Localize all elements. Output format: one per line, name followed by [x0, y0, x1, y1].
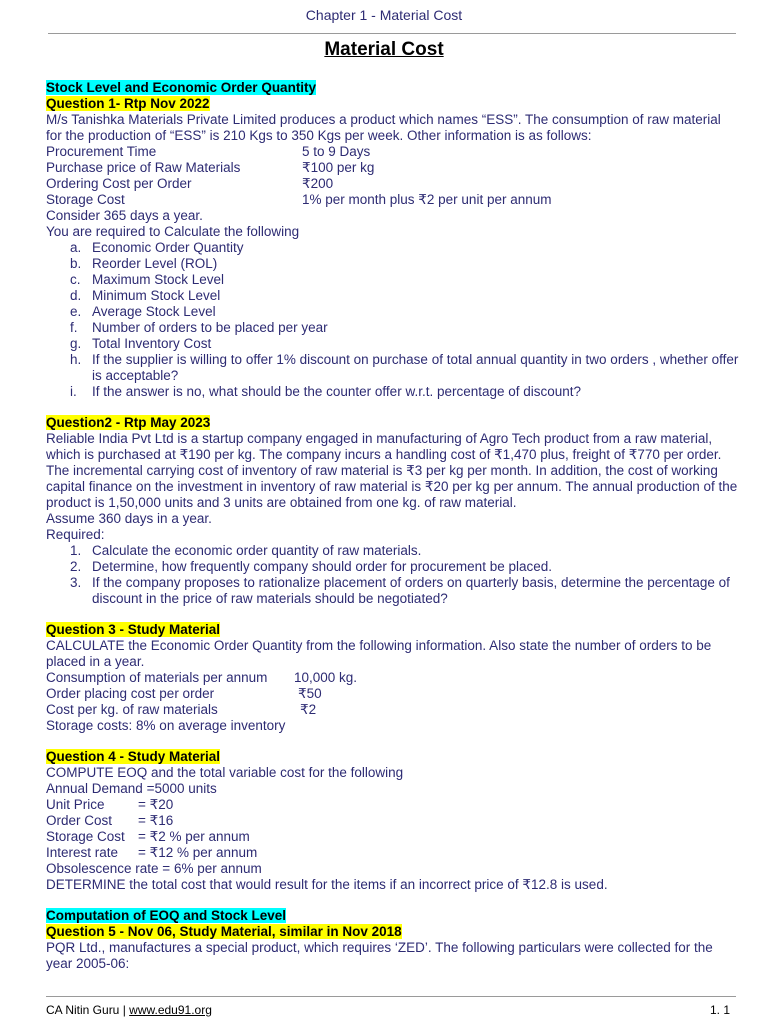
q1-info-key: Procurement Time [46, 144, 157, 159]
question-3-label: Question 3 - Study Material [46, 622, 221, 637]
list-item: f. Number of orders to be placed per year [70, 320, 328, 335]
q4-line-1: COMPUTE EOQ and the total variable cost for the following [46, 765, 404, 780]
list-item: i. If the answer is no, what should be the counter offer w.r.t. percentage of discount? [70, 384, 582, 399]
q3-info-value: ₹50 [298, 686, 322, 701]
chapter-header: Chapter 1 - Material Cost [305, 7, 463, 23]
question-1-label: Question 1- Rtp Nov 2022 [46, 96, 210, 111]
q4-info-key: Storage Cost [46, 829, 125, 844]
main-content [46, 80, 740, 972]
q3-info-key: Order placing cost per order [46, 686, 215, 701]
list-item: b. Reorder Level (ROL) [70, 256, 218, 271]
q1-info-value: 1% per month plus ₹2 per unit per annum [302, 192, 552, 207]
question-5-label: Question 5 - Nov 06, Study Material, similar in Nov 2018 [46, 924, 402, 939]
list-item: h. If the supplier is willing to offer 1% discount on purchase of total annual quantity in two orders , whether offer is acceptable? [70, 352, 739, 383]
q2-required-line: Required: [46, 527, 105, 542]
q1-info-key: Ordering Cost per Order [46, 176, 192, 191]
section-heading-eoq-computation: Computation of EOQ and Stock Level [46, 908, 287, 923]
question-4-label: Question 4 - Study Material [46, 749, 221, 764]
q4-info-row [46, 813, 740, 829]
q2-days-note: Assume 360 days in a year. [46, 511, 212, 526]
q4-info-value: = ₹12 % per annum [138, 845, 258, 860]
footer-author: CA Nitin Guru | www.edu91.org [46, 1003, 212, 1017]
question-1-intro: M/s Tanishka Materials Private Limited produces a product which names “ESS”. The consumption of raw material for the production of “ESS” is 210 Kgs to 350 Kgs per week. Other information is as follows: [46, 112, 721, 143]
q4-line-2: Annual Demand =5000 units [46, 781, 217, 796]
q4-info-row [46, 829, 740, 845]
q1-info-key: Storage Cost [46, 192, 125, 207]
q4-info-key: Order Cost [46, 813, 113, 828]
q3-info-value: ₹2 [300, 702, 317, 717]
list-item: c. Maximum Stock Level [70, 272, 225, 287]
question-2-paragraph: Reliable India Pvt Ltd is a startup company engaged in manufacturing of Agro Tech product from a raw material, which is purchased at ₹190 per kg. The company incurs a handling cost of ₹1,470 plus, freight of ₹770 per order. The incremental carrying cost of inventory of raw material is ₹3 per kg per month. In addition, the cost of working capital finance on the investment in inventory of raw material is ₹20 per kg per annum. The annual production of the product is 1,50,000 units and 3 units are obtained from one kg. of raw material. [46, 431, 738, 510]
list-item: 1. Calculate the economic order quantity of raw materials. [70, 543, 422, 558]
q4-info-row [46, 845, 740, 861]
q1-info-value: 5 to 9 Days [302, 144, 371, 159]
question-5-paragraph: PQR Ltd., manufactures a special product, which requires ‘ZED’. The following particulars were collected for the year 2005-06: [46, 940, 713, 971]
q3-info-row [46, 670, 740, 686]
q4-line-4: DETERMINE the total cost that would result for the items if an incorrect price of ₹12.8 is used. [46, 877, 608, 892]
q3-info-value: 10,000 kg. [294, 670, 358, 685]
q1-requirements-list [46, 240, 740, 400]
q4-info-key: Unit Price [46, 797, 105, 812]
header-divider [48, 33, 736, 34]
q1-days-note: Consider 365 days a year. [46, 208, 203, 223]
q4-info-key: Interest rate [46, 845, 119, 860]
list-item: a. Economic Order Quantity [70, 240, 244, 255]
list-item: 2. Determine, how frequently company should order for procurement be placed. [70, 559, 552, 574]
q3-info-row [46, 686, 740, 702]
q1-info-value: ₹100 per kg [302, 160, 375, 175]
page-title: Material Cost [324, 39, 444, 60]
q4-info-value: = ₹2 % per annum [138, 829, 250, 844]
question-3-paragraph: CALCULATE the Economic Order Quantity from the following information. Also state the number of orders to be placed in a year. [46, 638, 712, 669]
q1-required-line: You are required to Calculate the following [46, 224, 300, 239]
page-number: 1. 1 [709, 1003, 730, 1017]
q4-line-3: Obsolescence rate = 6% per annum [46, 861, 262, 876]
list-item: g. Total Inventory Cost [70, 336, 212, 351]
q1-info-value: ₹200 [302, 176, 334, 191]
list-item: d. Minimum Stock Level [70, 288, 221, 303]
q2-requirements-list [46, 543, 740, 607]
q4-info-value: = ₹16 [138, 813, 174, 828]
q1-info-row [46, 160, 740, 176]
footer-divider [46, 996, 736, 997]
list-item: e. Average Stock Level [70, 304, 216, 319]
list-item: 3. If the company proposes to rationalize placement of orders on quarterly basis, determine the percentage of discount in the price of raw materials should be negotiated? [70, 575, 730, 606]
footer-website-link[interactable]: www.edu91.org [129, 1003, 212, 1017]
section-heading-stock-level: Stock Level and Economic Order Quantity [46, 80, 317, 95]
q3-info-key: Cost per kg. of raw materials [46, 702, 218, 717]
q3-storage-line: Storage costs: 8% on average inventory [46, 718, 286, 733]
q4-info-value: = ₹20 [138, 797, 174, 812]
q3-info-key: Consumption of materials per annum [46, 670, 268, 685]
question-2-label: Question2 - Rtp May 2023 [46, 415, 211, 430]
q1-info-key: Purchase price of Raw Materials [46, 160, 241, 175]
q1-info-row [46, 144, 740, 160]
q1-info-row [46, 192, 740, 208]
q1-info-row [46, 176, 740, 192]
q3-info-row [46, 702, 740, 718]
q4-info-row [46, 797, 740, 813]
